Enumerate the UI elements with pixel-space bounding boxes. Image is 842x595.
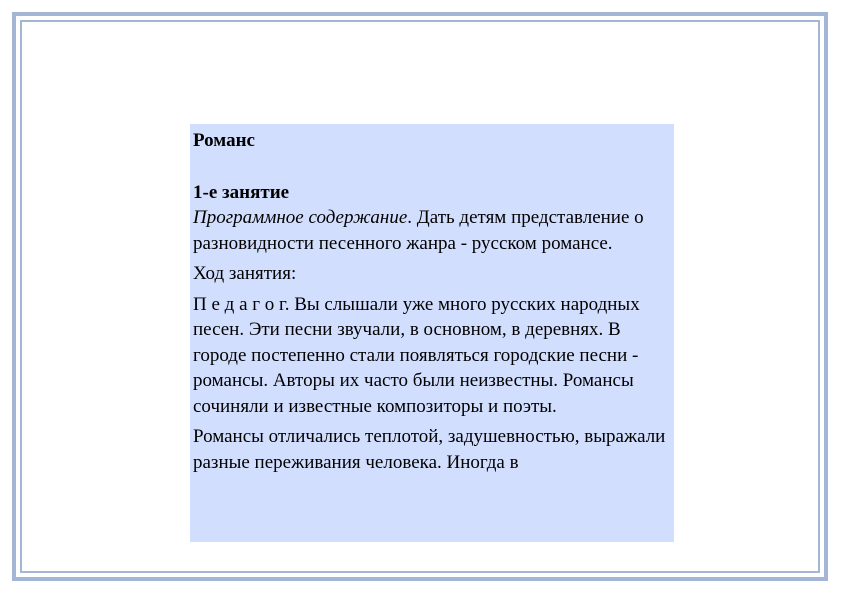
lesson-course: Ход занятия:: [193, 263, 297, 284]
teacher-paragraph: [193, 292, 670, 420]
program-label: Программное содержание: [193, 207, 408, 228]
teacher-text: . Вы слышали уже много русских народных песен. Эти песни звучали, в основном, в деревнях. В городе постепенно стали появляться городские песни - романсы. Авторы их часто были неизвестны. Романсы сочиняли и известные композиторы и поэты.: [193, 293, 640, 417]
romance-description-paragraph: Романсы отличались теплотой, задушевностью, выражали разные переживания человека. Иногда в: [193, 426, 666, 473]
lesson-text-box: [190, 124, 674, 542]
teacher-label: П е д а г о г: [193, 293, 285, 315]
program-text: . Дать детям представление о разновидности песенного жанра - русском романсе.: [193, 207, 644, 254]
lesson-heading: 1-е занятие: [193, 181, 290, 203]
document-title: Романс: [193, 130, 255, 151]
program-paragraph: [193, 205, 670, 256]
